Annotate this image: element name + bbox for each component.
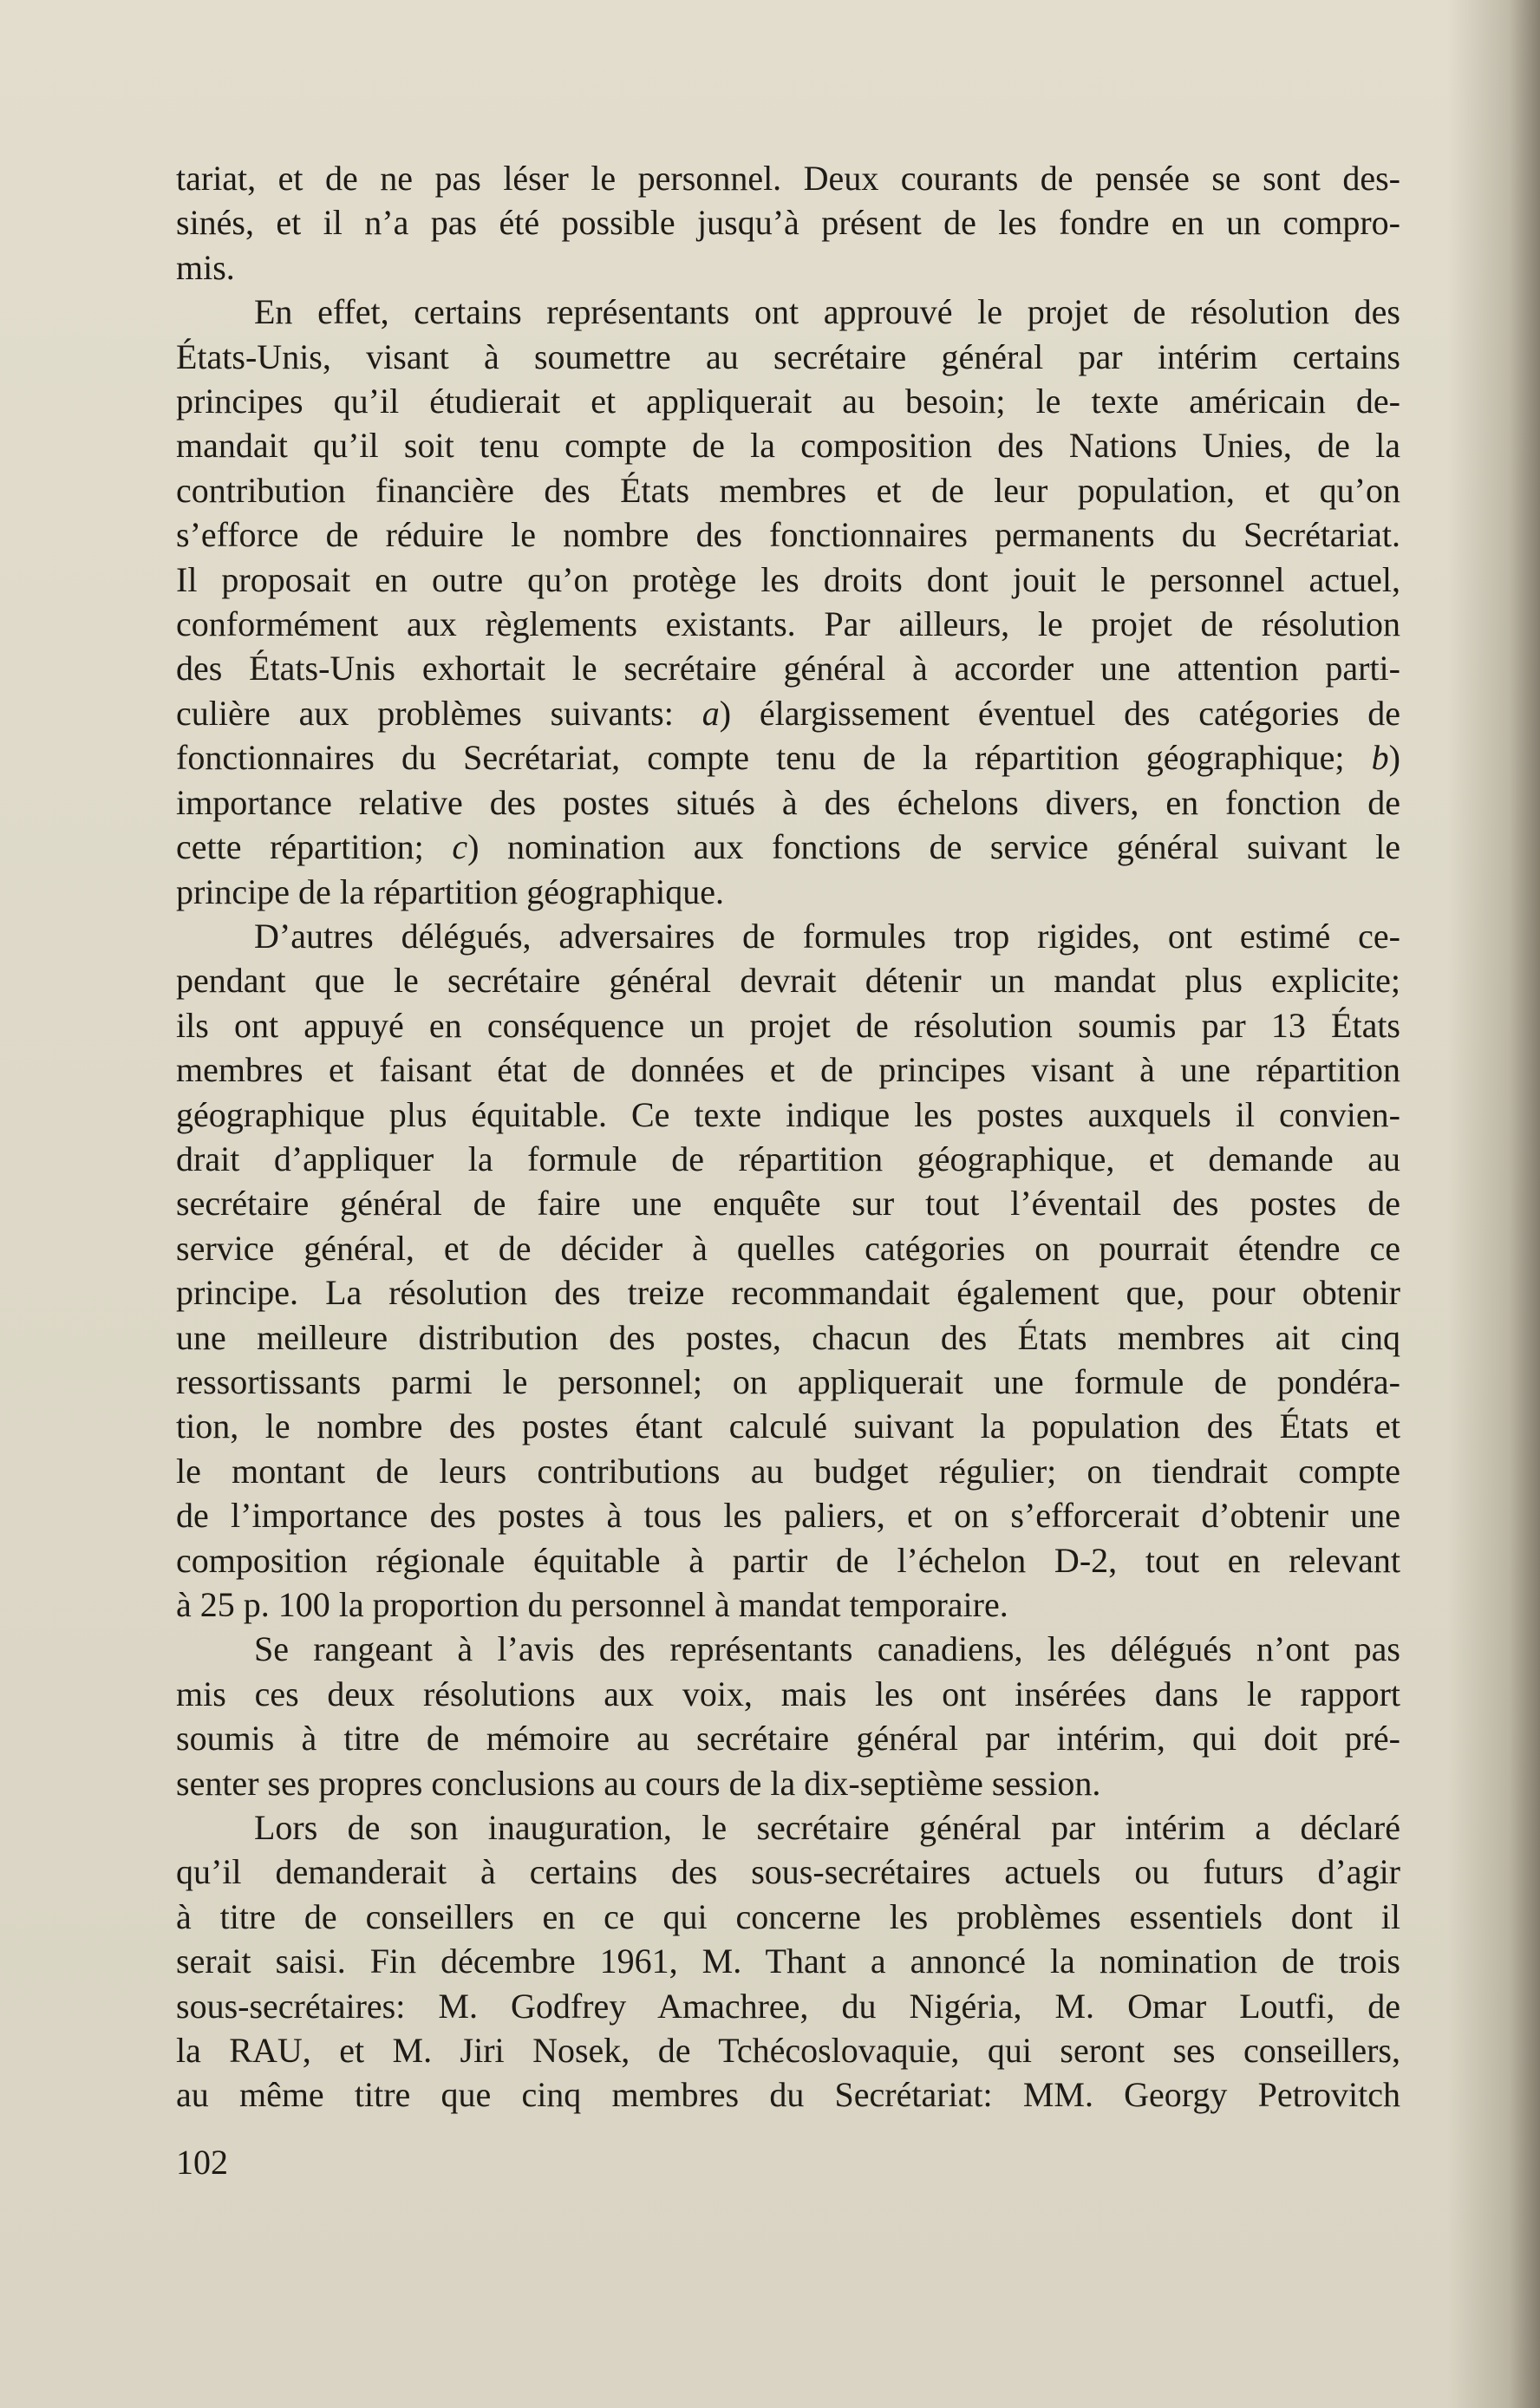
text-line: service général, et de décider à quelles catégories on pourrait étendre ce [176, 1228, 1400, 1268]
text-line: serait saisi. Fin décembre 1961, M. Thant a annoncé la nomination de trois [176, 1941, 1400, 1981]
text-line: Il proposait en outre qu’on protège les droits dont jouit le personnel actuel, [176, 559, 1400, 599]
text-line: D’autres délégués, adversaires de formules trop rigides, ont estimé ce- [254, 916, 1400, 956]
paragraph [176, 290, 1400, 914]
text-line: des États-Unis exhortait le secrétaire général à accorder une attention parti- [176, 649, 1400, 688]
text-line: au même titre que cinq membres du Secrétariat: MM. Georgy Petrovitch [176, 2075, 1400, 2115]
text-line: ils ont appuyé en conséquence un projet de résolution soumis par 13 États [176, 1005, 1400, 1045]
paragraph [176, 156, 1400, 290]
text-line: tariat, et de ne pas léser le personnel. Deux courants de pensée se sont des- [176, 159, 1400, 198]
text-line: Lors de son inauguration, le secrétaire général par intérim a déclaré [254, 1808, 1400, 1848]
text-line: mis ces deux résolutions aux voix, mais les ont insérées dans le rapport [176, 1674, 1400, 1713]
paragraph [176, 1627, 1400, 1805]
text-line: membres et faisant état de données et de principes visant à une répartition [176, 1050, 1400, 1090]
text-line: géographique plus équitable. Ce texte indique les postes auxquels il convien- [176, 1094, 1400, 1134]
text-line: principes qu’il étudierait et appliquerait au besoin; le texte américain de- [176, 382, 1400, 421]
text-line: fonctionnaires du Secrétariat, compte tenu de la répartition géographique; b) [176, 738, 1400, 778]
text-line: principe de la répartition géographique. [176, 871, 724, 911]
text-line: États-Unis, visant à soumettre au secrétaire général par intérim certains [176, 336, 1400, 376]
text-line: composition régionale équitable à partir de l’échelon D-2, tout en relevant [176, 1540, 1400, 1580]
text-line: de l’importance des postes à tous les paliers, et on s’efforcerait d’obtenir une [176, 1496, 1400, 1536]
text-line: En effet, certains représentants ont approuvé le projet de résolution des [254, 292, 1400, 332]
text-line: sinés, et il n’a pas été possible jusqu’à présent de les fondre en un compro- [176, 203, 1400, 243]
text-line: la RAU, et M. Jiri Nosek, de Tchécoslovaquie, qui seront ses conseillers, [176, 2031, 1400, 2071]
text-line: conformément aux règlements existants. Par ailleurs, le projet de résolution [176, 604, 1400, 644]
text-line: contribution financière des États membres et de leur population, et qu’on [176, 470, 1400, 510]
text-line: senter ses propres conclusions au cours de la dix-septième session. [176, 1763, 1101, 1803]
text-line: le montant de leurs contributions au budget régulier; on tiendrait compte [176, 1451, 1400, 1491]
text-line: tion, le nombre des postes étant calculé suivant la population des États et [176, 1406, 1400, 1446]
text-line: ressortissants parmi le personnel; on appliquerait une formule de pondéra- [176, 1361, 1400, 1401]
paragraph [176, 1805, 1400, 2118]
text-line: drait d’appliquer la formule de répartition géographique, et demande au [176, 1139, 1400, 1178]
text-line: culière aux problèmes suivants: a) élargissement éventuel des catégories de [176, 693, 1400, 733]
text-line: à 25 p. 100 la proportion du personnel à mandat temporaire. [176, 1585, 1008, 1624]
text-line: sous-secrétaires: M. Godfrey Amachree, du Nigéria, M. Omar Loutfi, de [176, 1986, 1400, 2026]
paragraph [176, 914, 1400, 1628]
body-text [176, 156, 1400, 2118]
text-line: Se rangeant à l’avis des représentants canadiens, les délégués n’ont pas [254, 1629, 1400, 1669]
text-line: importance relative des postes situés à des échelons divers, en fonction de [176, 782, 1400, 822]
text-line: mandait qu’il soit tenu compte de la composition des Nations Unies, de la [176, 426, 1400, 466]
page-number: 102 [176, 2143, 228, 2182]
text-line: s’efforce de réduire le nombre des fonctionnaires permanents du Secrétariat. [176, 515, 1400, 555]
text-line: soumis à titre de mémoire au secrétaire général par intérim, qui doit pré- [176, 1719, 1400, 1759]
text-line: pendant que le secrétaire général devrait détenir un mandat plus explicite; [176, 961, 1400, 1001]
text-line: principe. La résolution des treize recommandait également que, pour obtenir [176, 1273, 1400, 1313]
text-line: cette répartition; c) nomination aux fonctions de service général suivant le [176, 827, 1400, 867]
text-line: qu’il demanderait à certains des sous-secrétaires actuels ou futurs d’agir [176, 1852, 1400, 1892]
text-line: à titre de conseillers en ce qui concerne les problèmes essentiels dont il [176, 1896, 1400, 1936]
text-line: secrétaire général de faire une enquête sur tout l’éventail des postes de [176, 1184, 1400, 1224]
text-line: une meilleure distribution des postes, chacun des États membres ait cinq [176, 1317, 1400, 1357]
text-line: mis. [176, 247, 235, 287]
